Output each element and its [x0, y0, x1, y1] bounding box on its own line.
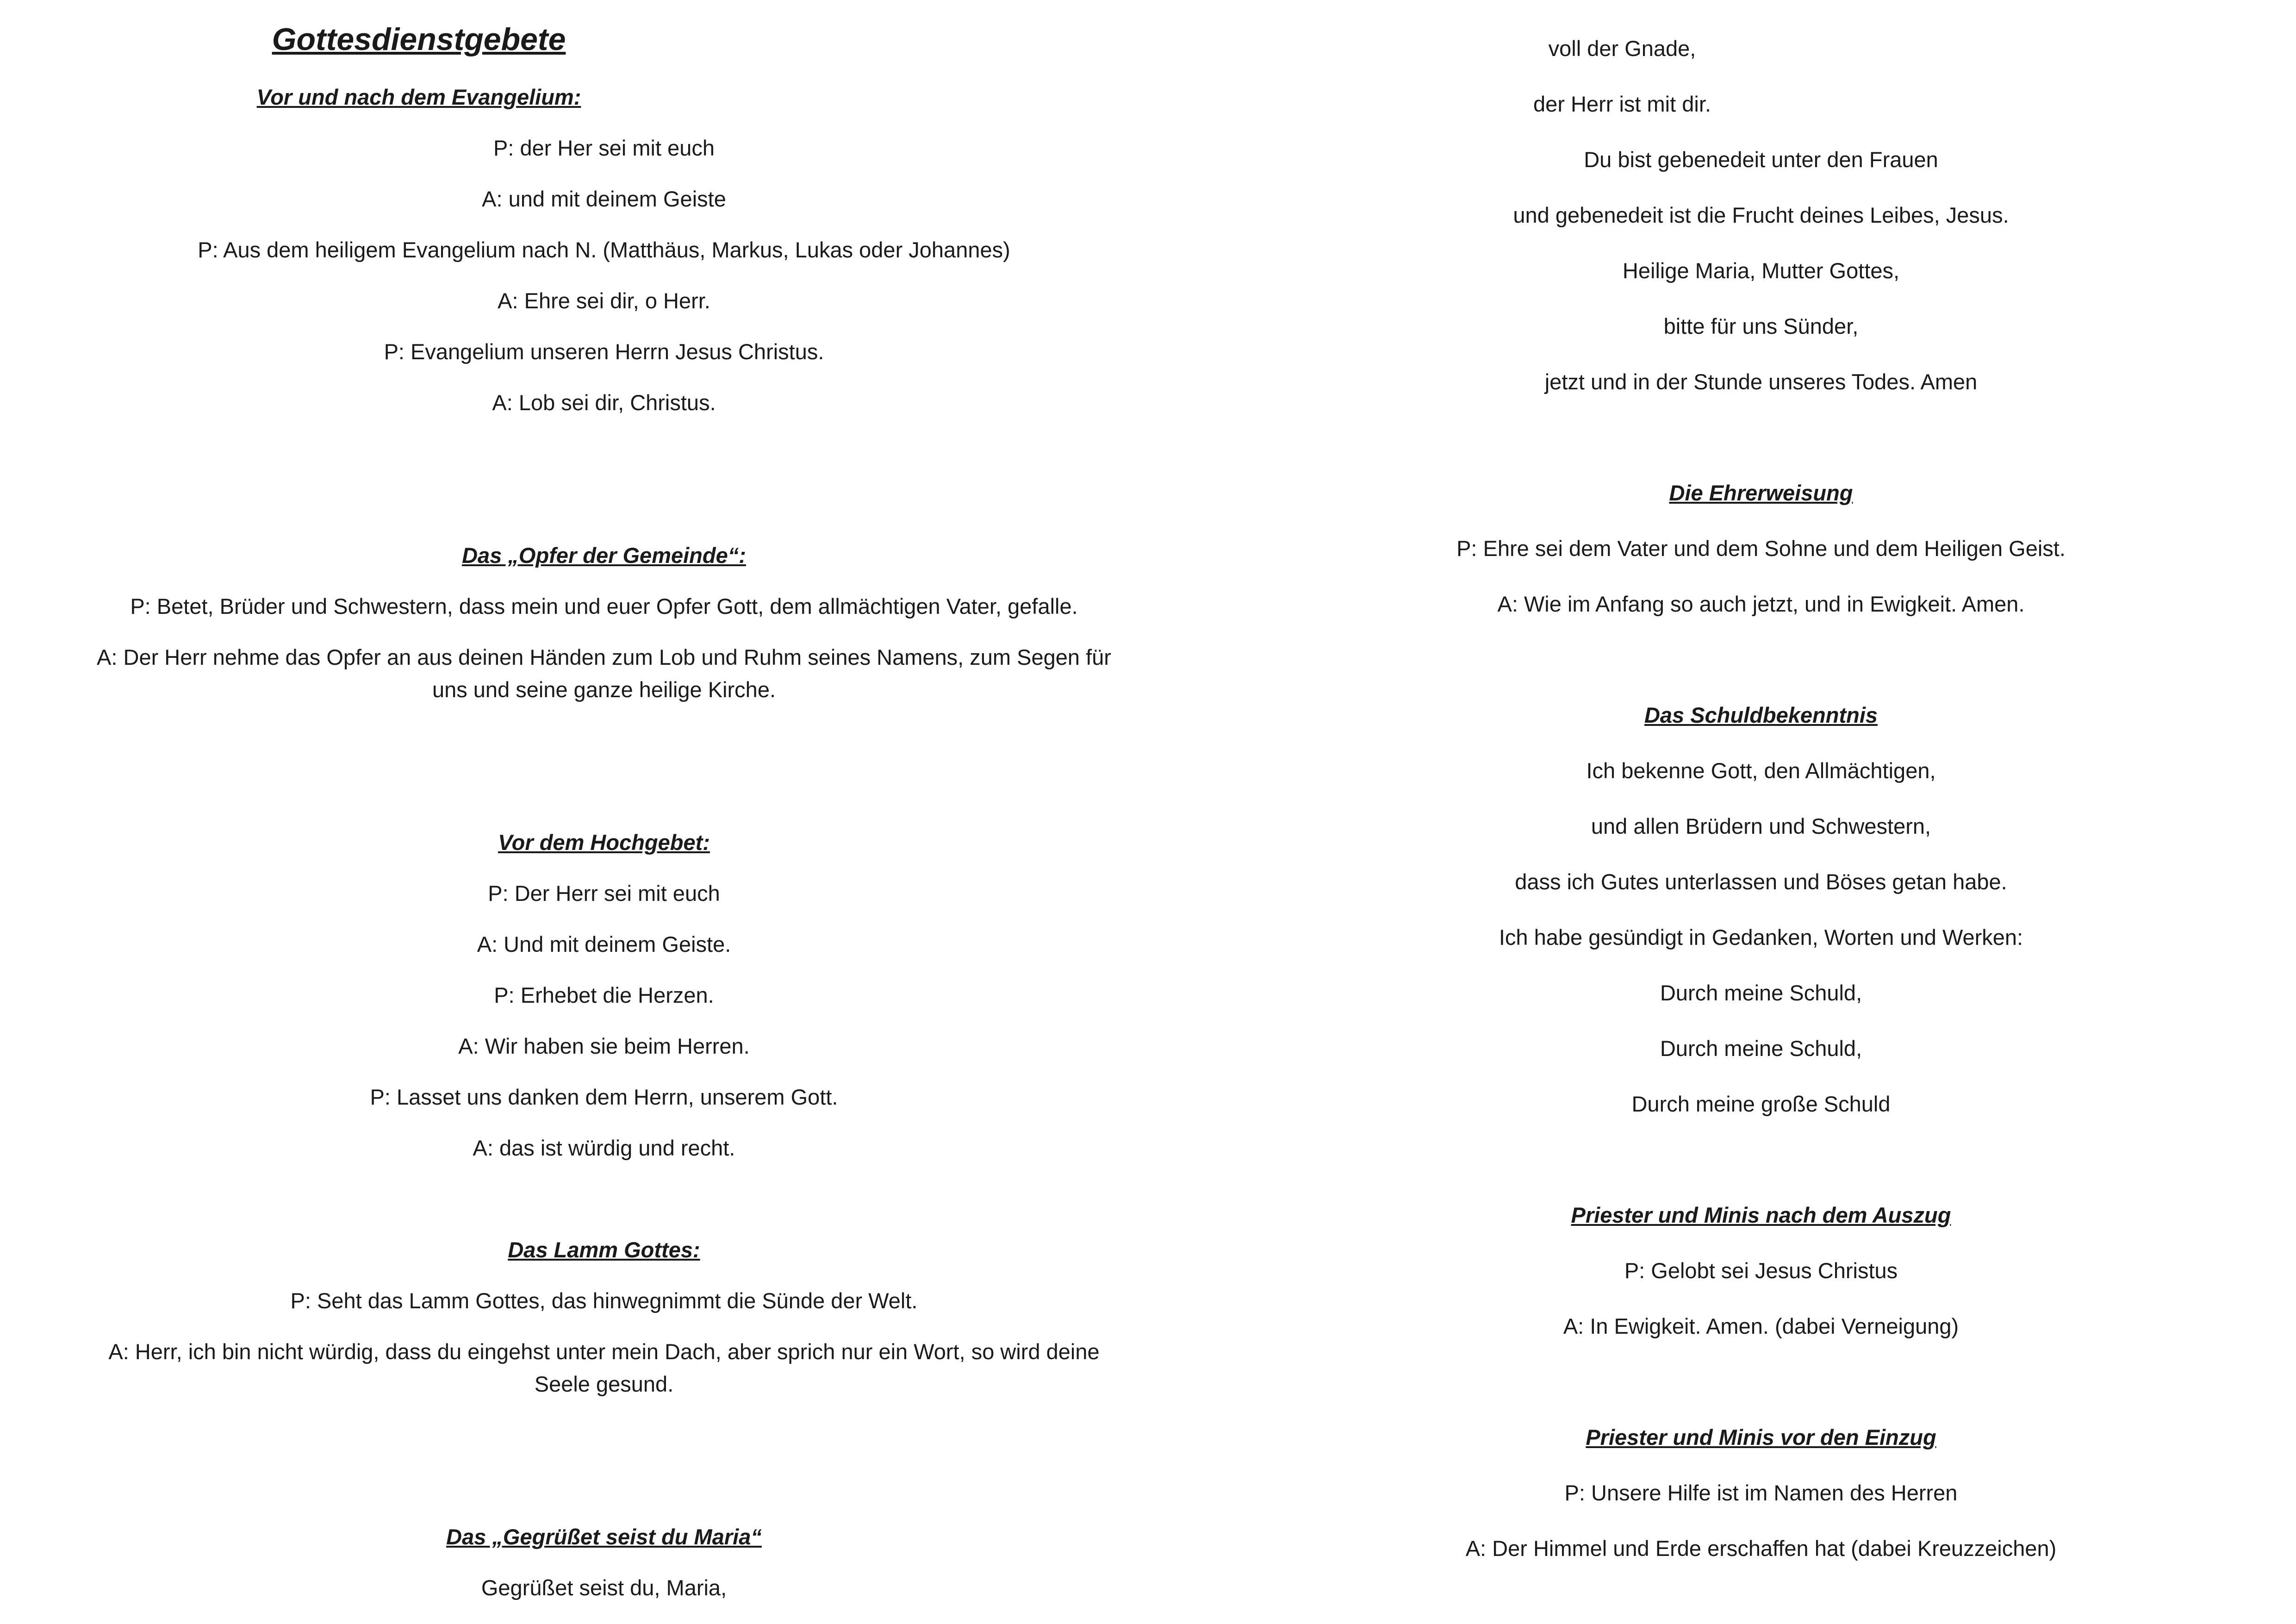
prayer-line: Heilige Maria, Mutter Gottes,	[1622, 258, 1900, 283]
prayer-line: P: Gelobt sei Jesus Christus	[1624, 1258, 1898, 1283]
prayer-line: bitte für uns Sünder,	[1663, 314, 1859, 338]
document-title: Gottesdienstgebete	[272, 22, 566, 57]
prayer-line: Durch meine Schuld,	[1660, 1036, 1862, 1061]
prayer-line: P: Unsere Hilfe ist im Namen des Herren	[1564, 1480, 1958, 1505]
prayer-line: A: und mit deinem Geiste	[482, 187, 726, 211]
section-heading-lamm-gottes: Das Lamm Gottes:	[508, 1237, 700, 1262]
prayer-paragraph: A: Der Herr nehme das Opfer an aus deinen Händen zum Lob und Ruhm seines Namens, zum Segen für uns und seine ganze heilige Kirche.	[97, 645, 1111, 702]
prayer-line: P: Erhebet die Herzen.	[494, 983, 714, 1007]
prayer-line: A: Wir haben sie beim Herren.	[458, 1034, 750, 1058]
prayer-line: A: Und mit deinem Geiste.	[477, 932, 731, 956]
section-heading-evangelium: Vor und nach dem Evangelium:	[256, 85, 581, 109]
prayer-line: Durch meine große Schuld	[1631, 1092, 1891, 1116]
prayer-line: jetzt und in der Stunde unseres Todes. Amen	[1544, 369, 1978, 394]
prayer-line: Gegrüßet seist du, Maria,	[481, 1575, 727, 1600]
prayer-line: Ich bekenne Gott, den Allmächtigen,	[1586, 758, 1936, 783]
prayer-line: und gebenedeit ist die Frucht deines Leibes, Jesus.	[1513, 203, 2009, 227]
left-column	[56, 0, 1152, 1624]
prayer-line: dass ich Gutes unterlassen und Böses getan habe.	[1515, 869, 2007, 894]
prayer-line: P: Aus dem heiligem Evangelium nach N. (Matthäus, Markus, Lukas oder Johannes)	[198, 237, 1010, 262]
prayer-line: A: In Ewigkeit. Amen. (dabei Verneigung)	[1563, 1314, 1959, 1338]
section-heading-auszug: Priester und Minis nach dem Auszug	[1571, 1203, 1951, 1227]
prayer-line: Du bist gebenedeit unter den Frauen	[1584, 147, 1938, 172]
prayer-line: P: Ehre sei dem Vater und dem Sohne und dem Heiligen Geist.	[1456, 536, 2066, 561]
prayer-paragraph: A: Herr, ich bin nicht würdig, dass du eingehst unter mein Dach, aber sprich nur ein Wort, so wird deine Seele gesund.	[108, 1339, 1100, 1396]
prayer-line: P: Lasset uns danken dem Herrn, unserem Gott.	[370, 1085, 838, 1109]
prayer-line: P: der Her sei mit euch	[493, 136, 715, 160]
prayer-line: A: Der Himmel und Erde erschaffen hat (dabei Kreuzzeichen)	[1465, 1536, 2057, 1561]
prayer-line: P: Der Herr sei mit euch	[488, 881, 720, 906]
prayer-line: Ich habe gesündigt in Gedanken, Worten und Werken:	[1499, 925, 2023, 949]
prayer-line: A: das ist würdig und recht.	[473, 1136, 735, 1160]
section-heading-ehrerweisung: Die Ehrerweisung	[1669, 481, 1853, 505]
prayer-line: P: Evangelium unseren Herrn Jesus Christus.	[384, 339, 824, 364]
prayer-line: A: Lob sei dir, Christus.	[492, 390, 716, 415]
section-heading-opfer: Das „Opfer der Gemeinde“:	[462, 543, 746, 568]
prayer-line: der Herr ist mit dir.	[1533, 92, 1711, 116]
section-heading-hochgebet: Vor dem Hochgebet:	[498, 830, 710, 855]
section-heading-ave-maria: Das „Gegrüßet seist du Maria“	[446, 1524, 762, 1549]
prayer-line: A: Wie im Anfang so auch jetzt, und in Ewigkeit. Amen.	[1497, 592, 2025, 616]
prayer-line: und allen Brüdern und Schwestern,	[1591, 814, 1931, 838]
prayer-line: Durch meine Schuld,	[1660, 981, 1862, 1005]
prayer-line: P: Seht das Lamm Gottes, das hinwegnimmt die Sünde der Welt.	[290, 1288, 918, 1313]
section-heading-schuldbekenntnis: Das Schuldbekenntnis	[1644, 703, 1878, 727]
prayer-line: A: Ehre sei dir, o Herr.	[498, 288, 710, 313]
right-column	[1333, 0, 2189, 1624]
prayer-line: voll der Gnade,	[1548, 36, 1696, 61]
section-heading-einzug: Priester und Minis vor den Einzug	[1586, 1425, 1936, 1449]
prayer-line: P: Betet, Brüder und Schwestern, dass mein und euer Opfer Gott, dem allmächtigen Vater, gefalle.	[130, 594, 1078, 618]
